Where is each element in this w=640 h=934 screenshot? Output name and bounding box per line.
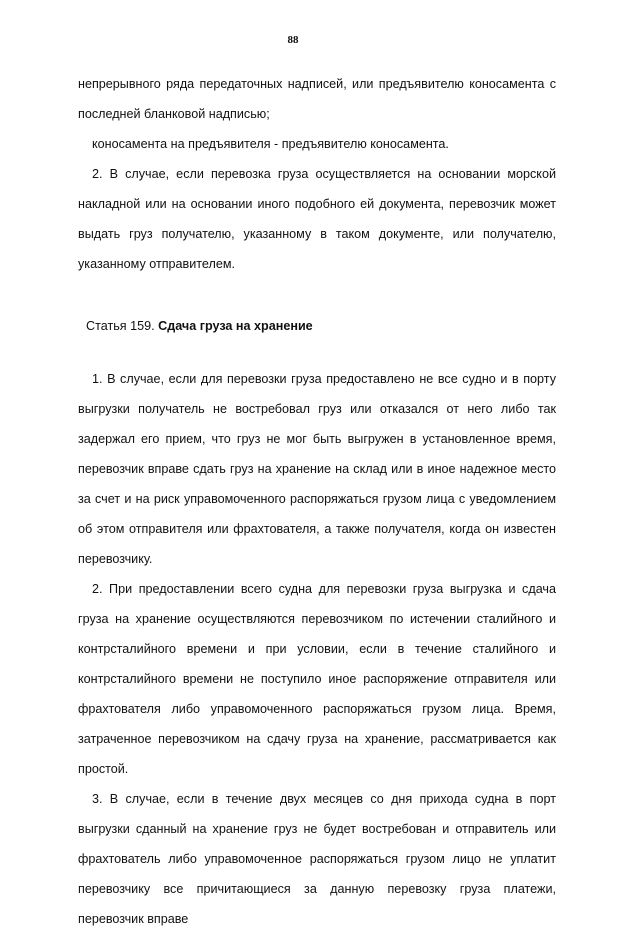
top-text-block	[78, 69, 556, 279]
article-number: Статья 159.	[86, 319, 159, 333]
article-heading	[86, 311, 313, 341]
article-paragraph-3: 3. В случае, если в течение двух месяцев со дня прихода судна в порт выгрузки сданный на хранение груз не будет востребован и отправитель или фрахтователь либо управомоченное распоряжаться грузом лицо не уплатит перевозчику все причитающиеся за данную перевозку груза платежи, перевозчик вправе	[78, 792, 556, 926]
paragraph-continuation: непрерывного ряда передаточных надписей, или предъявителю коносамента с последней бланковой надписью;	[78, 77, 556, 121]
paragraph-bearer-bill: коносамента на предъявителя - предъявителю коносамента.	[92, 137, 449, 151]
article-paragraph-1: 1. В случае, если для перевозки груза предоставлено не все судно и в порту выгрузки получатель не востребовал груз или отказался от него либо так задержал его прием, что груз не мог быть выгружен в установленное время, перевозчик вправе сдать груз на хранение на склад или в иное надежное место за счет и на риск управомоченного распоряжаться грузом лица с уведомлением об этом отправителя или фрахтователя, а также получателя, когда он известен перевозчику.	[78, 372, 556, 566]
article-title: Сдача груза на хранение	[158, 319, 313, 333]
article-paragraph-2: 2. При предоставлении всего судна для перевозки груза выгрузка и сдача груза на хранение осуществляются перевозчиком по истечении сталийного и контрсталийного времени и при условии, если в течение сталийного и контрсталийного времени не поступило иное распоряжение отправителя или фрахтователя либо управомоченного распоряжаться грузом лица. Время, затраченное перевозчиком на сдачу груза на хранение, рассматривается как простой.	[78, 582, 556, 776]
article-text-block	[78, 364, 556, 934]
page-number: 88	[287, 34, 299, 46]
paragraph-2-sea-waybill: 2. В случае, если перевозка груза осуществляется на основании морской накладной или на основании иного подобного ей документа, перевозчик может выдать груз получателю, указанному в таком документе, или получателю, указанному отправителем.	[78, 167, 556, 271]
